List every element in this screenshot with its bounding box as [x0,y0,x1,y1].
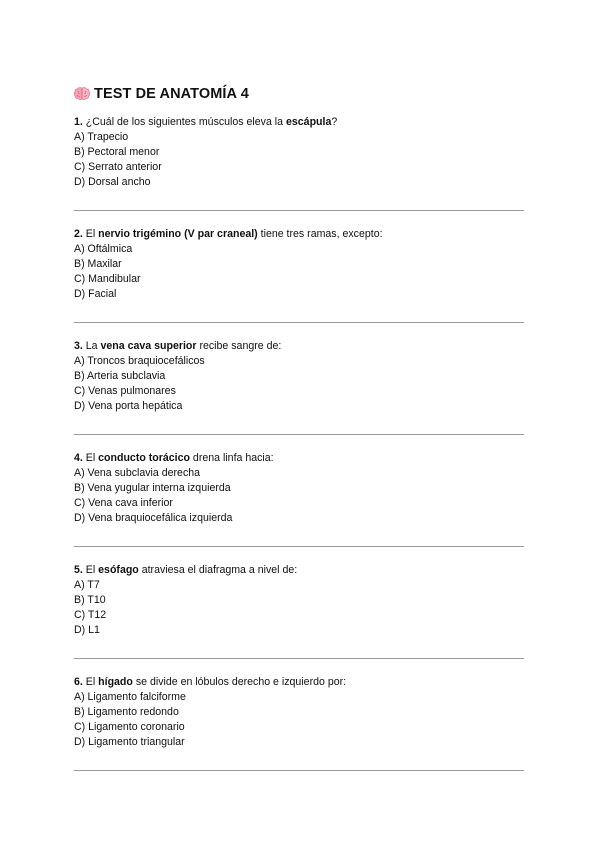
divider [74,658,524,659]
question-number: 2. [74,228,83,240]
option-a: A) Ligamento falciforme [74,691,186,703]
question-3 [74,339,534,414]
option-b: B) Vena yugular interna izquierda [74,482,231,494]
question-keyword: vena cava superior [100,340,197,352]
question-1 [74,115,534,190]
question-5 [74,563,534,638]
divider [74,770,524,771]
title-text: TEST DE ANATOMÍA 4 [94,86,249,102]
question-keyword: escápula [286,116,332,128]
option-d: D) Ligamento triangular [74,736,185,748]
option-c: C) Vena cava inferior [74,497,173,509]
option-a: A) Troncos braquiocefálicos [74,355,205,367]
question-text: 6. El hígado se divide en lóbulos derecho e izquierdo por: [74,676,347,688]
option-c: C) Ligamento coronario [74,721,185,733]
question-number: 5. [74,564,83,576]
option-c: C) T12 [74,609,107,621]
question-2 [74,227,534,302]
question-keyword: esófago [98,564,139,576]
page-title [74,84,249,104]
question-text: 4. El conducto torácico drena linfa hacia: [74,452,274,464]
divider [74,546,524,547]
question-number: 6. [74,676,83,688]
option-a: A) Trapecio [74,131,129,143]
question-text: 2. El nervio trigémino (V par craneal) tiene tres ramas, excepto: [74,228,383,240]
question-4 [74,451,534,526]
question-text: 1. ¿Cuál de los siguientes músculos eleva la escápula? [74,116,338,128]
option-d: D) L1 [74,624,100,636]
option-c: C) Venas pulmonares [74,385,176,397]
question-text: 3. La vena cava superior recibe sangre de: [74,340,282,352]
divider [74,210,524,211]
option-d: D) Facial [74,288,117,300]
option-d: D) Vena braquiocefálica izquierda [74,512,233,524]
brain-icon [74,87,90,101]
question-number: 3. [74,340,83,352]
question-6 [74,675,534,750]
question-number: 4. [74,452,83,464]
option-a: A) Vena subclavia derecha [74,467,201,479]
option-b: B) Ligamento redondo [74,706,179,718]
question-number: 1. [74,116,83,128]
question-keyword: nervio trigémino (V par craneal) [98,228,258,240]
option-a: A) T7 [74,579,100,591]
option-a: A) Oftálmica [74,243,133,255]
option-d: D) Dorsal ancho [74,176,151,188]
option-c: C) Mandibular [74,273,141,285]
option-b: B) T10 [74,594,106,606]
option-b: B) Maxilar [74,258,122,270]
option-d: D) Vena porta hepática [74,400,183,412]
option-b: B) Pectoral menor [74,146,160,158]
option-c: C) Serrato anterior [74,161,162,173]
option-b: B) Arteria subclavia [74,370,166,382]
divider [74,434,524,435]
question-keyword: hígado [98,676,133,688]
divider [74,322,524,323]
question-keyword: conducto torácico [98,452,190,464]
question-text: 5. El esófago atraviesa el diafragma a nivel de: [74,564,298,576]
